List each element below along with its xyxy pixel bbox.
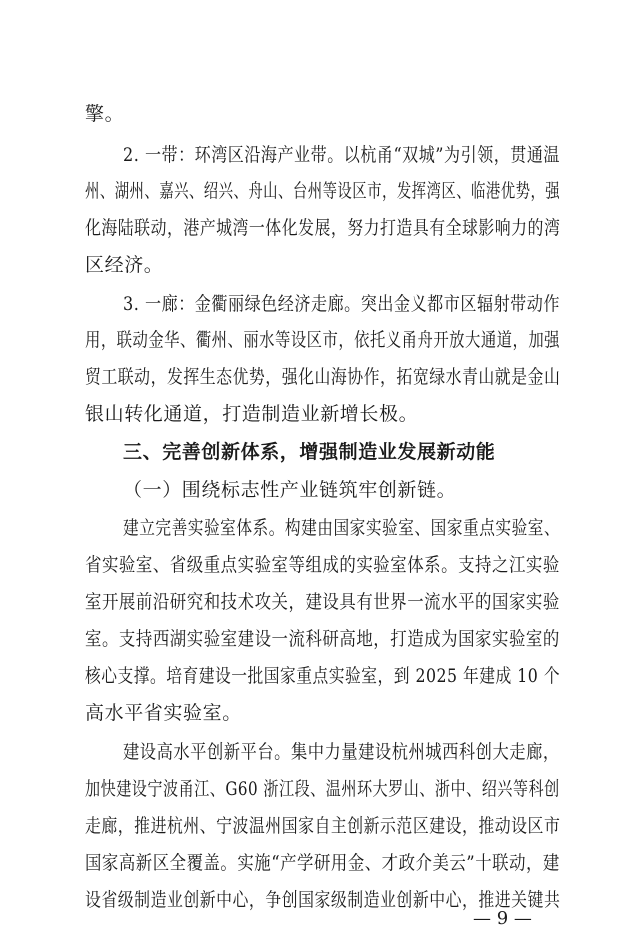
text-line: 建设高水平创新平台。集中力量建设杭州城西科创大走廊，: [123, 741, 560, 763]
text-line: 贸工联动，发挥生态优势，强化山海协作，拓宽绿水青山就是金山: [85, 366, 561, 388]
subsection-heading: （一）围绕标志性产业链筑牢创新链。: [123, 479, 457, 501]
text-line: 核心支撑。培育建设一批国家重点实验室，到 2025 年建成 10 个: [85, 665, 561, 687]
text-line: 高水平省实验室。: [85, 702, 242, 724]
page-number: — 9 —: [473, 908, 532, 929]
section-heading: 三、完善创新体系，增强制造业发展新动能: [123, 441, 496, 463]
text-line: 擎。: [85, 103, 125, 125]
text-line: 区经济。: [85, 254, 164, 276]
text-line: 用，联动金华、衢州、丽水等设区市，依托义甬舟开放大通道，加强: [85, 329, 561, 351]
text-line: 省实验室、省级重点实验室等组成的实验室体系。支持之江实验: [85, 554, 560, 576]
text-line: 设省级制造业创新中心，争创国家级制造业创新中心，推进关键共: [85, 889, 561, 911]
text-line: 2. 一带：环湾区沿海产业带。以杭甬“双城”为引领，贯通温: [123, 144, 560, 166]
text-line: 室。支持西湖实验室建设一流科研高地，打造成为国家实验室的: [85, 628, 560, 650]
text-line: 银山转化通道，打造制造业新增长极。: [85, 403, 419, 425]
text-line: 3. 一廊：金衢丽绿色经济走廊。突出金义都市区辐射带动作: [123, 293, 560, 315]
text-line: 州、湖州、嘉兴、绍兴、舟山、台州等设区市，发挥湾区、临港优势，强: [85, 180, 561, 202]
text-line: 建立完善实验室体系。构建由国家实验室、国家重点实验室、: [123, 517, 561, 539]
text-line: 走廊，推进杭州、宁波温州国家自主创新示范区建设，推动设区市: [85, 815, 561, 837]
text-line: 室开展前沿研究和技术攻关，建设具有世界一流水平的国家实验: [85, 591, 560, 613]
text-line: 国家高新区全覆盖。实施“产学研用金、才政介美云”十联动，建: [85, 852, 560, 874]
text-line: 化海陆联动，港产城湾一体化发展，努力打造具有全球影响力的湾: [85, 217, 561, 239]
text-line: 加快建设宁波甬江、G60 浙江段、温州环大罗山、浙中、绍兴等科创: [85, 778, 560, 800]
